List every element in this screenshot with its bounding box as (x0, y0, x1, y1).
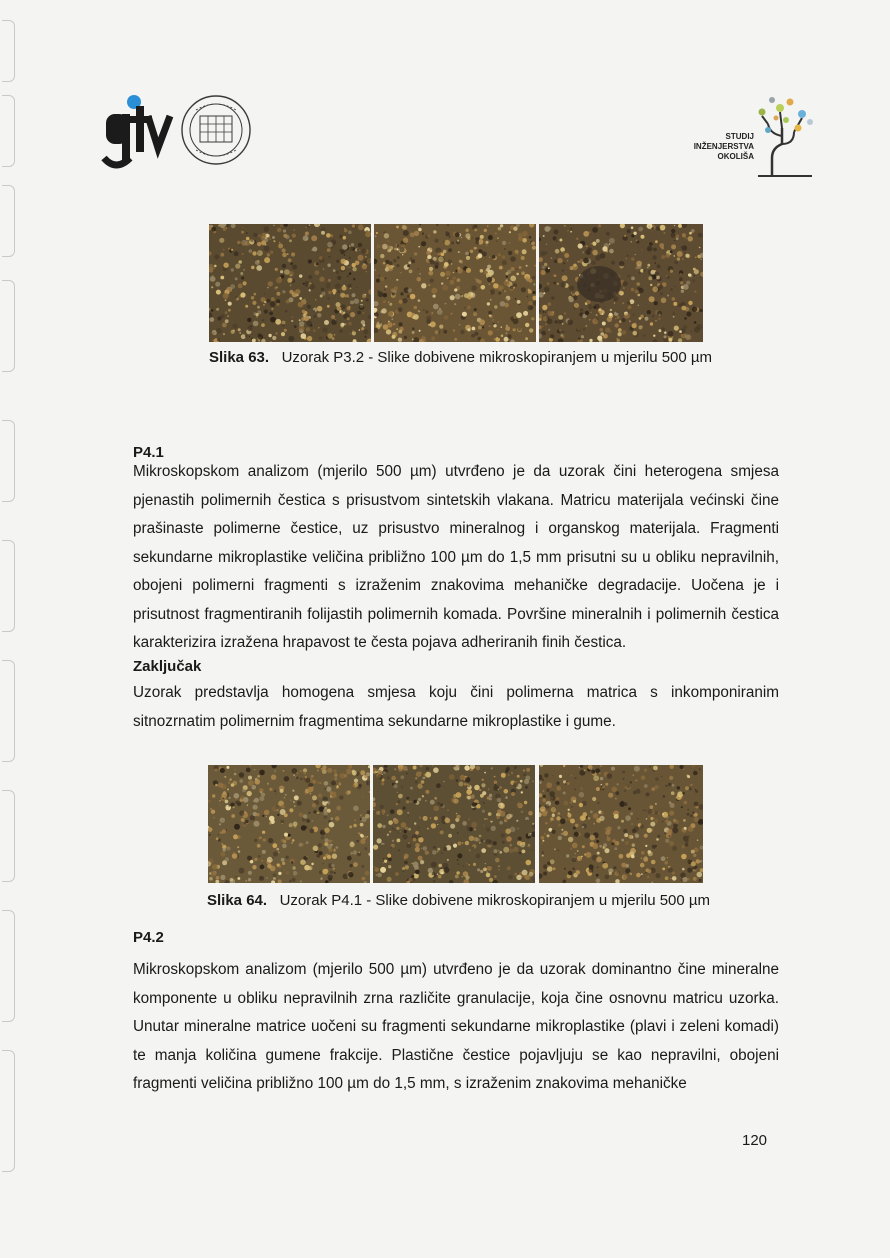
figure63-caption (209, 349, 712, 366)
binder-mark (2, 280, 15, 372)
section-p41-heading: P4.1 (133, 444, 164, 461)
binder-mark (2, 660, 15, 762)
figure63-label: Slika 63. (209, 349, 270, 366)
binder-mark (2, 185, 15, 257)
binder-mark (2, 420, 15, 502)
logo-line-1: STUDIJ (725, 132, 754, 141)
gfv-logo-icon (100, 92, 260, 172)
figure63-photo-3 (539, 224, 703, 342)
section-p42-heading: P4.2 (133, 929, 164, 946)
study-program-logo (676, 88, 816, 178)
figure63-photo-1 (209, 224, 371, 342)
section-p42-paragraph: Mikroskopskom analizom (mjerilo 500 µm) utvrđeno je da uzorak dominantno čine mineralne komponente u obliku nepravilnih zrna različite granulacije, koja čine osnovnu matricu uzorka. Unutar mineralne matrice uočeni su fragmenti sekundarne mikroplastike (plavi i zeleni komadi) te manja količina gumene frakcije. Plastične čestice pojavljuju se kao nepravilni, obojeni fragmenti veličina približno 100 µm do 1,5 mm, s izraženim znakovima mehaničke (133, 961, 779, 1092)
figure64-photo-2 (373, 765, 535, 883)
study-program-name (676, 132, 754, 162)
logo-line-3: OKOLIŠA (717, 152, 754, 161)
page-number: 120 (742, 1132, 768, 1149)
conclusion-paragraph: Uzorak predstavlja homogena smjesa koju čini polimerna matrica s inkomponiranim sitnozrnatim polimernim fragmentima sekundarne mikroplastike i gume. (133, 684, 779, 730)
binder-mark (2, 540, 15, 632)
tree-icon (754, 88, 816, 178)
figure63-text: Uzorak P3.2 - Slike dobivene mikroskopiranjem u mjerilu 500 µm (281, 349, 713, 366)
figure63-photo-2 (374, 224, 536, 342)
figure64-text: Uzorak P4.1 - Slike dobivene mikroskopiranjem u mjerilu 500 µm (279, 892, 711, 909)
conclusion-heading: Zaključak (133, 658, 202, 675)
binder-mark (2, 910, 15, 1022)
binder-mark (2, 20, 15, 82)
figure64-caption (207, 892, 710, 909)
section-p41-paragraph: Mikroskopskom analizom (mjerilo 500 µm) utvrđeno je da uzorak čini heterogena smjesa pjenastih polimernih čestica s prisustvom sintetskih vlakana. Matricu materijala većinski čine prašinaste polimerne čestice, uz prisustvo mineralnog i organskog materijala. Fragmenti sekundarne mikroplastike veličina približno 100 µm do 1,5 mm prisutni su u obliku nepravilnih, obojeni polimerni fragmenti s izraženim znakovima mehaničke degradacije. Uočena je i prisutnost fragmentiranih folijastih polimernih komada. Površine mineralnih i polimernih čestica karakterizira izražena hrapavost te česta pojava adheriranih finih čestica. (133, 463, 779, 651)
logo-line-2: INŽENJERSTVA (693, 142, 754, 151)
figure64-photo-1 (208, 765, 370, 883)
figure64-photo-3 (539, 765, 703, 883)
binder-mark (2, 95, 15, 167)
binder-mark (2, 1050, 15, 1172)
faculty-logo (100, 92, 260, 172)
figure64-label: Slika 64. (207, 892, 268, 909)
binder-mark (2, 790, 15, 882)
